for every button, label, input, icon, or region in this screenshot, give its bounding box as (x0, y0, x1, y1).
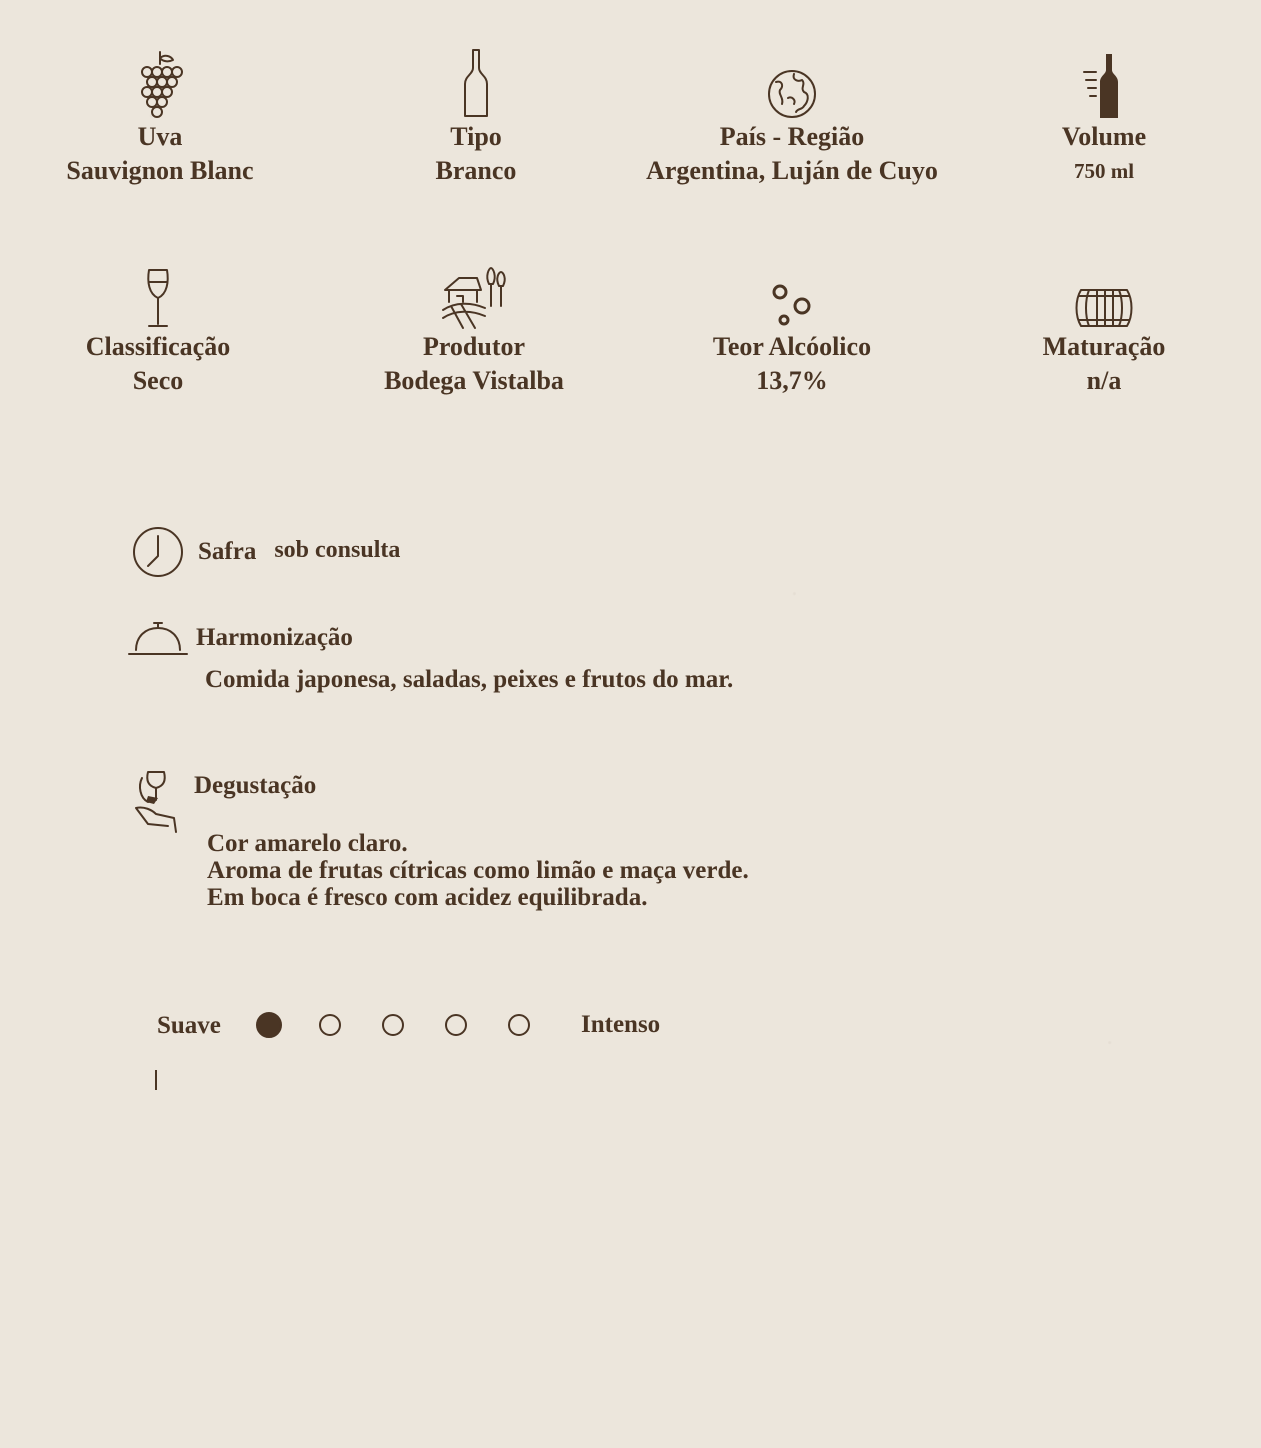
spec-value: Sauvignon Blanc (66, 156, 254, 185)
intensity-dot-filled (256, 1012, 282, 1038)
spec-volume (944, 40, 1261, 188)
bottle-volume-icon (944, 40, 1261, 120)
text-cursor (155, 1070, 157, 1090)
spec-value: Bodega Vistalba (384, 366, 564, 395)
spec-classificacao (0, 250, 318, 398)
bubbles-icon (632, 250, 952, 330)
safra-label: Safra (198, 538, 257, 565)
clock-icon (132, 526, 184, 578)
spec-label: País - Região (719, 122, 865, 151)
globe-icon (632, 40, 952, 120)
harmonizacao-label: Harmonização (196, 624, 353, 651)
spec-label: Produtor (422, 332, 526, 361)
safra-row (132, 526, 400, 578)
intensity-dot-empty (445, 1014, 467, 1036)
spec-label: Maturação (1042, 332, 1166, 361)
grape-icon (0, 40, 320, 120)
intensity-dot-empty (319, 1014, 341, 1036)
spec-label: Classificação (85, 332, 231, 361)
spec-value: Seco (132, 366, 184, 395)
degustacao-header (134, 768, 316, 834)
spec-label: Uva (137, 122, 183, 151)
degustacao-text (207, 830, 749, 911)
spec-maturacao (944, 250, 1261, 398)
harmonizacao-text: Comida japonesa, saladas, peixes e frutos do mar. (205, 666, 734, 693)
winery-icon (314, 250, 634, 330)
degustacao-line: Aroma de frutas cítricas como limão e maça verde. (207, 857, 749, 884)
degustacao-line: Cor amarelo claro. (207, 830, 408, 857)
spec-pais (632, 40, 952, 188)
spec-label: Teor Alcóolico (712, 332, 872, 361)
spec-teor (632, 250, 952, 398)
harmonizacao-header (128, 620, 353, 656)
cloche-icon (128, 620, 188, 656)
spec-label: Tipo (450, 122, 502, 151)
barrel-icon (944, 250, 1261, 330)
spec-value: Branco (435, 156, 517, 185)
bottle-outline-icon (316, 40, 636, 120)
tasting-hand-icon (134, 768, 180, 834)
spec-label: Volume (1061, 122, 1147, 151)
spec-produtor (314, 250, 634, 398)
spec-uva (0, 40, 320, 188)
intensity-dot-empty (508, 1014, 530, 1036)
spec-tipo (316, 40, 636, 188)
intensity-dot-empty (382, 1014, 404, 1036)
spec-value: n/a (1086, 366, 1122, 395)
intensity-left-label: Suave (157, 1012, 221, 1039)
spec-value: 750 ml (1073, 159, 1135, 183)
spec-value: Argentina, Luján de Cuyo (646, 156, 938, 185)
wine-glass-icon (0, 250, 318, 330)
degustacao-line: Em boca é fresco com acidez equilibrada. (207, 884, 648, 911)
safra-value: sob consulta (274, 536, 401, 563)
spec-value: 13,7% (756, 366, 828, 395)
intensity-right-label: Intenso (581, 1011, 661, 1038)
degustacao-label: Degustação (194, 772, 317, 799)
